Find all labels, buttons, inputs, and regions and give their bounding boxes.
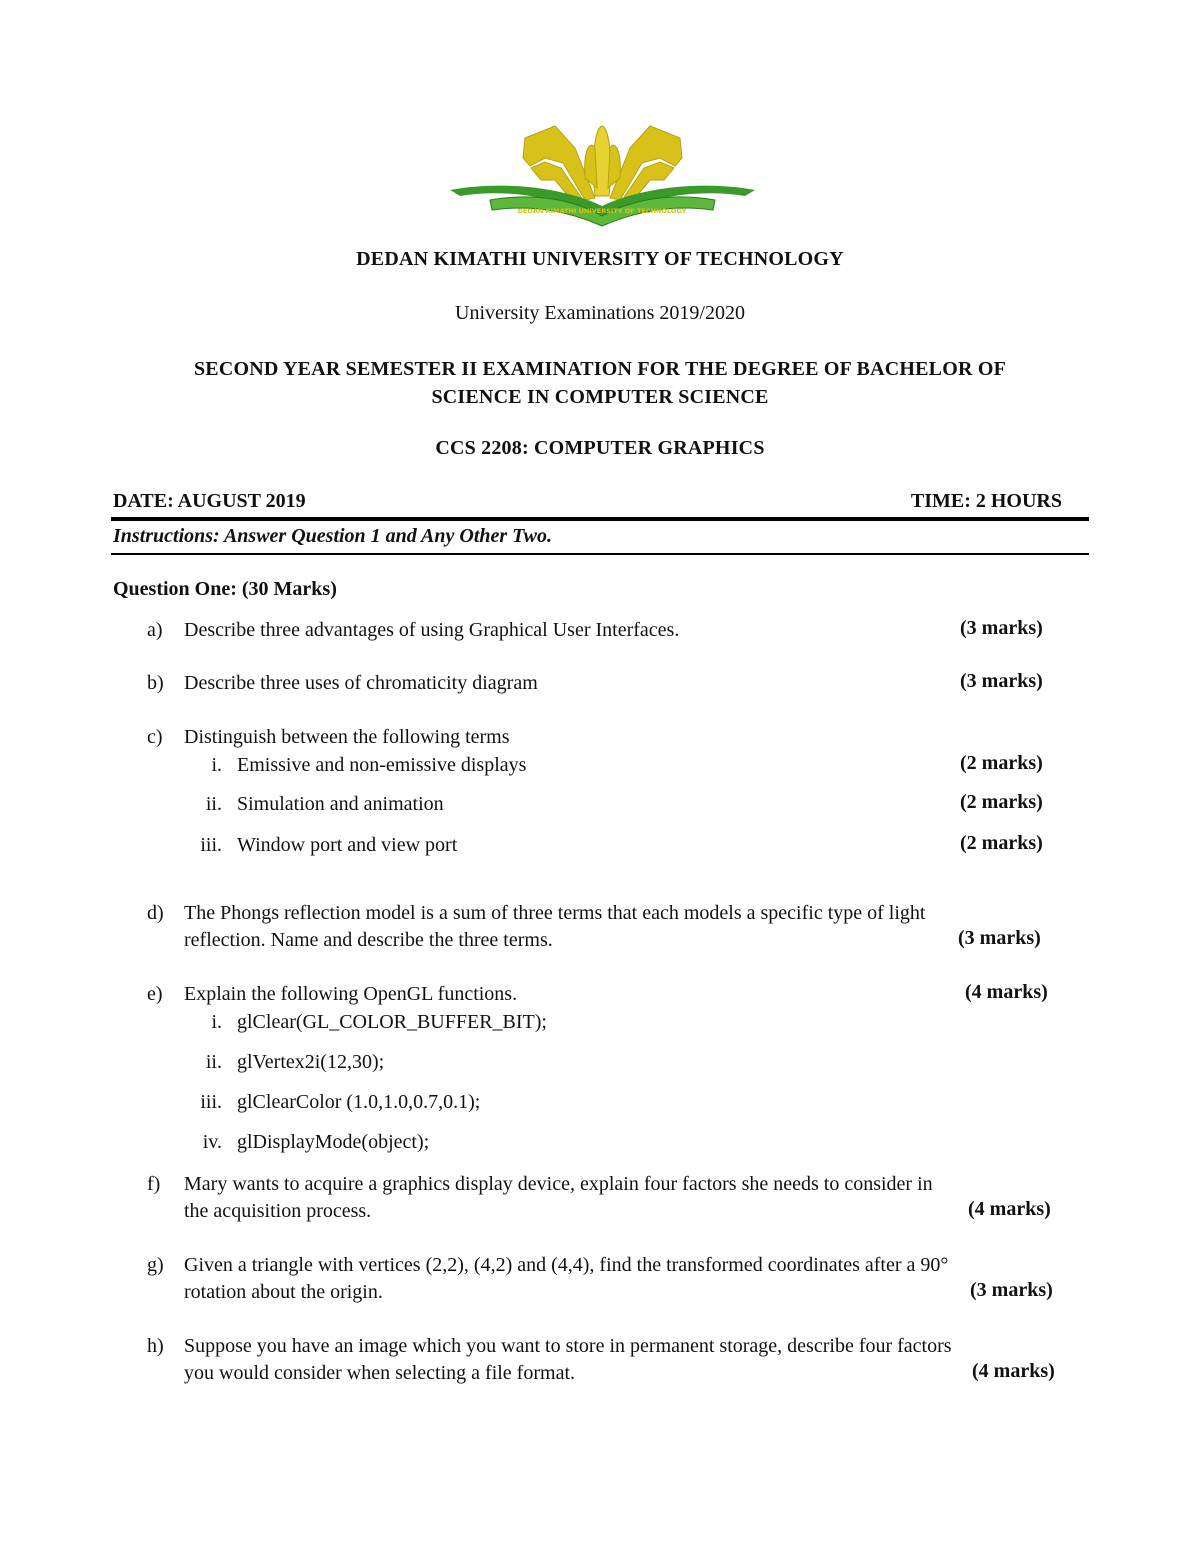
sub-text: glVertex2i(12,30); [237, 1051, 385, 1073]
sub-text: glClear(GL_COLOR_BUFFER_BIT); [237, 1011, 547, 1033]
degree-line-1: SECOND YEAR SEMESTER II EXAMINATION FOR THE DEGREE OF BACHELOR OF [193, 358, 1006, 380]
question-text-line-1: Given a triangle with vertices (2,2), (4,2) and (4,4), find the transformed coordinates after a 90° [184, 1254, 949, 1276]
question-text-line-2: the acquisition process. [184, 1200, 372, 1222]
question-label: e) [147, 983, 163, 1005]
degree-title [0, 355, 1200, 411]
question-label: c) [147, 726, 163, 748]
marks: (2 marks) [960, 791, 1043, 813]
question-text-line-1: Suppose you have an image which you want to store in permanent storage, describe four factors [184, 1335, 952, 1357]
question-text: Distinguish between the following terms [184, 726, 510, 748]
question-label: g) [147, 1254, 164, 1276]
question-label: b) [147, 672, 164, 694]
question-text-line-2: reflection. Name and describe the three terms. [184, 929, 553, 951]
marks: (4 marks) [972, 1360, 1055, 1382]
marks: (3 marks) [960, 670, 1043, 692]
marks: (4 marks) [965, 981, 1048, 1003]
divider-thin [111, 553, 1089, 555]
marks: (2 marks) [960, 752, 1043, 774]
exam-session: University Examinations 2019/2020 [455, 302, 745, 324]
sub-number: iii. [200, 834, 222, 856]
question-text-line-1: The Phongs reflection model is a sum of three terms that each models a specific type of light [184, 902, 926, 924]
question-one-heading: Question One: (30 Marks) [113, 578, 337, 600]
instructions: Instructions: Answer Question 1 and Any Other Two. [113, 525, 552, 547]
question-text-line-2: rotation about the origin. [184, 1281, 383, 1303]
question-text: Describe three uses of chromaticity diagram [184, 672, 538, 694]
question-label: h) [147, 1335, 164, 1357]
sub-text: Window port and view port [237, 834, 458, 856]
degree-line-2: SCIENCE IN COMPUTER SCIENCE [431, 386, 769, 408]
question-text-line-2: you would consider when selecting a file format. [184, 1362, 575, 1384]
university-logo [445, 118, 760, 228]
sub-number: i. [211, 754, 222, 776]
sub-text: glDisplayMode(object); [237, 1131, 430, 1153]
question-text: Describe three advantages of using Graphical User Interfaces. [184, 619, 680, 641]
question-text-line-1: Mary wants to acquire a graphics display device, explain four factors she needs to consider in [184, 1173, 933, 1195]
question-label: d) [147, 902, 164, 924]
sub-number: ii. [205, 1051, 222, 1073]
question-label: a) [147, 619, 163, 641]
sub-number: iii. [200, 1091, 222, 1113]
sub-number: i. [211, 1011, 222, 1033]
exam-time: TIME: 2 HOURS [910, 490, 1062, 512]
sub-text: Simulation and animation [237, 793, 444, 815]
sub-number: iv. [202, 1131, 222, 1153]
question-text: Explain the following OpenGL functions. [184, 983, 518, 1005]
university-name: DEDAN KIMATHI UNIVERSITY OF TECHNOLOGY [356, 248, 844, 270]
sub-number: ii. [205, 793, 222, 815]
divider-thick [111, 517, 1089, 521]
sub-text: glClearColor (1.0,1.0,0.7,0.1); [237, 1091, 481, 1113]
question-label: f) [147, 1173, 161, 1195]
sub-text: Emissive and non-emissive displays [237, 754, 527, 776]
marks: (3 marks) [960, 617, 1043, 639]
marks: (2 marks) [960, 832, 1043, 854]
exam-date: DATE: AUGUST 2019 [113, 490, 306, 512]
logo-banner-text: DEDAN KIMATHI UNIVERSITY OF TECHNOLOGY [517, 207, 687, 215]
marks: (3 marks) [958, 927, 1041, 949]
course-title: CCS 2208: COMPUTER GRAPHICS [435, 437, 765, 459]
marks: (4 marks) [968, 1198, 1051, 1220]
marks: (3 marks) [970, 1279, 1053, 1301]
